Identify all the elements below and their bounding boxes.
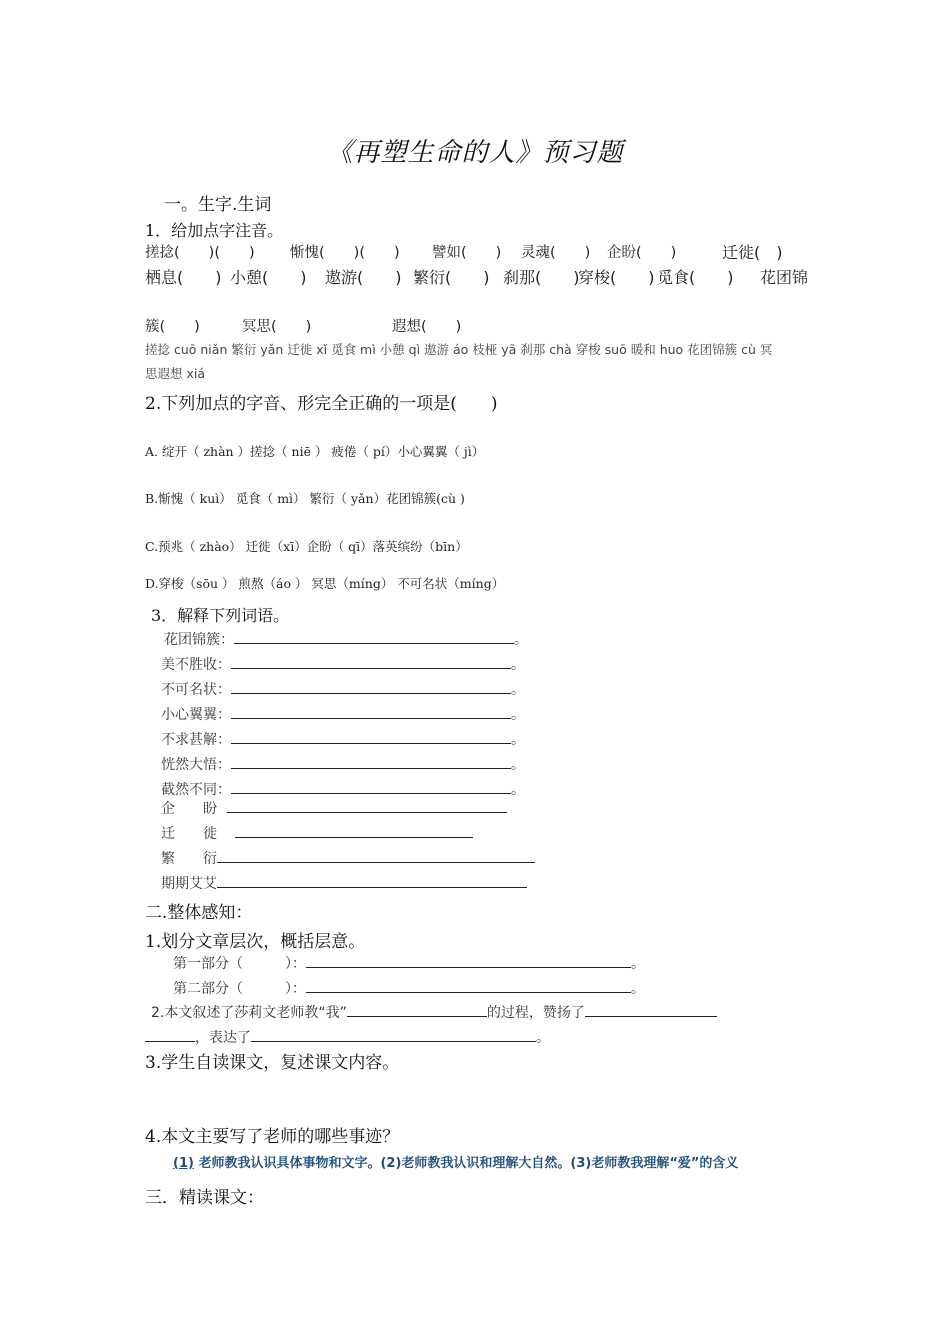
term-label: 花团锦簇： <box>164 632 234 648</box>
q2-option-b: B.惭愧（ kuì） 觅食（ mì） 繁衍（ yǎn）花团锦簇(cù ) <box>145 491 465 506</box>
pinyin-item: 穿梭( ) <box>578 268 655 287</box>
pinyin-item: 遨游( ) <box>325 268 402 287</box>
term-label: 截然不同： <box>161 782 231 798</box>
pinyin-item: 花团锦 <box>760 268 809 287</box>
pinyin-item: 遐想( ) <box>392 319 462 335</box>
pinyin-item: 冥思( ) <box>242 319 312 335</box>
q2-option-d: D.穿梭（sōu ） 煎熬（áo ） 冥思（míng） 不可名状（míng） <box>145 576 505 591</box>
answer-line[interactable] <box>347 1002 487 1017</box>
q3-label: 3．解释下列词语。 <box>151 606 290 625</box>
answer-line[interactable] <box>145 1027 195 1042</box>
term-label: 迁 徙 <box>161 826 217 842</box>
answer-line[interactable] <box>231 779 511 794</box>
s2-q2-line1: 2.本文叙述了莎莉文老师教“我” 的过程，赞扬了 <box>151 1002 717 1022</box>
part-row: 第二部分（ ）： 。 <box>173 978 645 998</box>
pinyin-hint: 搓捻 cuō niǎn 繁衍 yǎn 迁徙 xǐ 觅食 mì 小憩 qì 遨游 áo 枝桠 yā 刹那 chà 穿梭 suō 暖和 huo 花团锦簇 cù 冥 <box>145 342 773 357</box>
pinyin-item: 灵魂( ) <box>521 245 591 261</box>
term-label: 繁 衍 <box>161 851 217 867</box>
answer-line[interactable] <box>231 704 511 719</box>
section2-heading: 二.整体感知： <box>145 903 253 923</box>
pinyin-hint: 思遐想 xiá <box>145 366 206 381</box>
term-row <box>161 798 507 818</box>
s2-q4-answer: (1) 老师教我认识具体事物和文字。(2)老师教我认识和理解大自然。(3)老师教我理解“爱”的含义 <box>173 1156 739 1171</box>
pinyin-item: 惭愧( )( ) <box>290 245 400 261</box>
pinyin-item: 迁徙( ) <box>722 243 783 262</box>
section1-heading: 一。生字.生词 <box>164 195 272 215</box>
answer-line[interactable] <box>585 1002 717 1017</box>
term-label: 期期艾艾 <box>161 876 217 892</box>
term-row: 小心翼翼： 。 <box>161 704 525 724</box>
answer-line[interactable] <box>217 873 527 888</box>
answer-line[interactable] <box>306 953 631 968</box>
answer-line[interactable] <box>231 754 511 769</box>
page-title: 《再塑生命的人》预习题 <box>326 138 624 168</box>
pinyin-item: 小憩( ) <box>230 268 307 287</box>
answer-line[interactable] <box>231 654 511 669</box>
pinyin-item: 搓捻( )( ) <box>145 245 255 261</box>
section3-heading: 三．精读课文： <box>145 1188 264 1208</box>
term-row: 不可名状： 。 <box>161 679 525 699</box>
term-label: 美不胜收： <box>161 657 231 673</box>
term-row: 不求甚解： 。 <box>161 729 525 749</box>
answer-line[interactable] <box>234 629 514 644</box>
answer-line[interactable] <box>306 978 631 993</box>
part-row: 第一部分（ ）： 。 <box>173 953 645 973</box>
answer-line[interactable] <box>231 679 511 694</box>
answer-line[interactable] <box>227 798 507 813</box>
term-row: 截然不同： 。 <box>161 779 525 799</box>
term-label: 不可名状： <box>161 682 231 698</box>
term-label: 企 盼 <box>161 801 217 817</box>
pinyin-item: 觅食( ) <box>657 268 734 287</box>
q1-label: 1．给加点字注音。 <box>145 221 284 240</box>
pinyin-item: 繁衍( ) <box>413 268 490 287</box>
term-row: 恍然大悟： 。 <box>161 754 525 774</box>
s2-q2-line2: ，表达了 。 <box>145 1027 550 1047</box>
term-label: 小心翼翼： <box>161 707 231 723</box>
s2-q4-label: 4.本文主要写了老师的哪些事迹？ <box>145 1127 400 1147</box>
pinyin-item: 刹那( ) <box>503 268 580 287</box>
q2-option-c: C.预兆（ zhào） 迁徙（xī）企盼（ qī）落英缤纷（bīn） <box>145 539 468 554</box>
answer-line[interactable] <box>251 1027 536 1042</box>
term-label: 恍然大悟： <box>161 757 231 773</box>
term-row <box>161 848 535 868</box>
q2-label: 2.下列加点的字音、形完全正确的一项是( ) <box>145 394 498 414</box>
term-row: 花团锦簇： 。 <box>164 629 528 649</box>
term-row <box>161 823 473 843</box>
pinyin-item: 簇( ) <box>145 319 200 335</box>
term-row: 美不胜收： 。 <box>161 654 525 674</box>
answer-line[interactable] <box>235 823 473 838</box>
term-label: 不求甚解： <box>161 732 231 748</box>
pinyin-item: 企盼( ) <box>607 245 677 261</box>
pinyin-item: 栖息( ) <box>145 268 222 287</box>
s2-q3-label: 3.学生自读课文，复述课文内容。 <box>145 1053 400 1073</box>
term-row <box>161 873 527 893</box>
q2-option-a: A. 绽开（ zhàn ）搓捻（ niē ） 疲倦（ pí）小心翼翼（ jì） <box>145 444 485 459</box>
pinyin-item: 譬如( ) <box>432 245 502 261</box>
answer-line[interactable] <box>231 729 511 744</box>
answer-line[interactable] <box>217 848 535 863</box>
s2-q1-label: 1.划分文章层次，概括层意。 <box>145 932 366 952</box>
